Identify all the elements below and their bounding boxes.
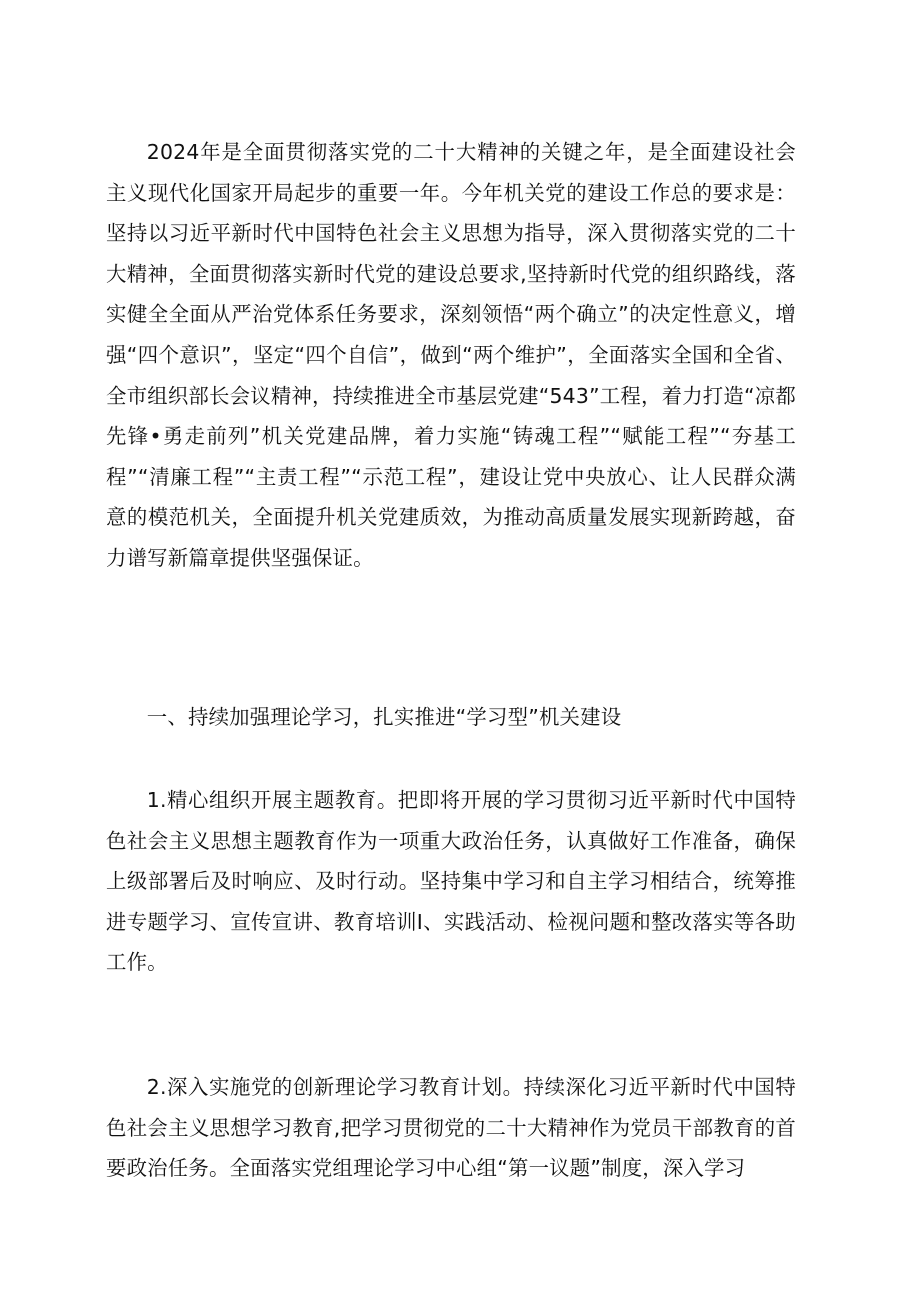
item-paragraph-1: 1.精心组织开展主题教育。把即将开展的学习贯彻习近平新时代中国特色社会主义思想主题教育作为一项重大政治任务，认真做好工作准备，确保上级部署后及时响应、及时行动。坚持集中学习和自主学习相结合，统筹推进专题学习、宣传宣讲、教育培训I、实践活动、检视问题和整改落实等各助工作。 [106, 788, 796, 975]
item-paragraph-2: 2.深入实施党的创新理论学习教育计划。持续深化习近平新时代中国特色社会主义思想学习教育,把学习贯彻党的二十大精神作为党员干部教育的首要政治任务。全面落实党组理论学习中心组“第一议题”制度，深入学习 [106, 1075, 796, 1181]
section-heading-1: 一、持续加强理论学习，扎实推进“学习型”机关建设 [146, 705, 622, 729]
intro-paragraph: 2024年是全面贯彻落实党的二十大精神的关键之年，是全面建设社会主义现代化国家开局起步的重要一年。今年机关党的建设工作总的要求是：坚持以习近平新时代中国特色社会主义思想为指导，深入贯彻落实党的二十大精神，全面贯彻落实新时代党的建设总要求,坚持新时代党的组织路线，落实健全全面从严治党体系任务要求，深刻领悟“两个确立”的决定性意义，增强“四个意识”，坚定“四个自信”，做到“两个维护”，全面落实全国和全省、全市组织部长会议精神，持续推进全市基层党建“543”工程，着力打造“凉都先锋•勇走前列”机关党建品牌，着力实施“铸魂工程”“赋能工程”“夯基工程”“清廉工程”“主责工程”“示范工程”，建设让党中央放心、让人民群众满意的模范机关，全面提升机关党建质效，为推动高质量发展实现新跨越，奋力谱写新篇章提供坚强保证。 [106, 140, 796, 570]
